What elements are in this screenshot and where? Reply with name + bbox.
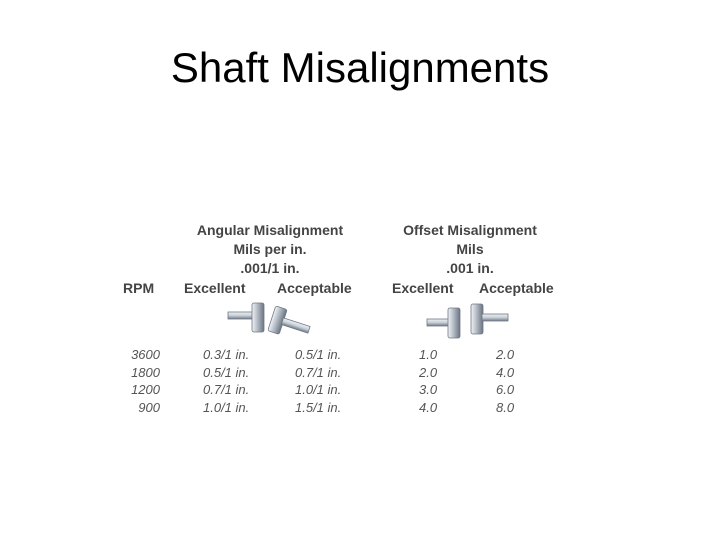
offset-excellent-cell: 4.0 bbox=[419, 400, 438, 415]
offset-excellent-cell: 3.0 bbox=[419, 382, 438, 397]
rpm-cell: 1800 bbox=[131, 365, 160, 380]
offset-excellent-cell: 2.0 bbox=[419, 365, 438, 380]
angular-acceptable-cell: 1.0/1 in. bbox=[295, 382, 342, 397]
rpm-cell: 1200 bbox=[131, 382, 160, 397]
angular-acceptable-cell: 0.5/1 in. bbox=[295, 347, 342, 362]
rpm-cell: 3600 bbox=[131, 347, 160, 362]
angular-misalignment-shaft-icon bbox=[225, 300, 320, 345]
offset-header-unit: Mils bbox=[456, 241, 484, 257]
slide-title: Shaft Misalignments bbox=[170, 44, 550, 91]
angular-excellent-cell: 1.0/1 in. bbox=[203, 400, 250, 415]
angular-acceptable-header: Acceptable bbox=[277, 280, 352, 296]
offset-excellent-cell: 1.0 bbox=[419, 347, 438, 362]
offset-acceptable-cell: 6.0 bbox=[496, 382, 515, 397]
angular-excellent-cell: 0.5/1 in. bbox=[203, 365, 250, 380]
angular-acceptable-cell: 0.7/1 in. bbox=[295, 365, 342, 380]
offset-acceptable-cell: 2.0 bbox=[496, 347, 515, 362]
rpm-cell: 900 bbox=[138, 400, 160, 415]
offset-acceptable-cell: 8.0 bbox=[496, 400, 515, 415]
offset-acceptable-header: Acceptable bbox=[479, 280, 554, 296]
angular-excellent-header: Excellent bbox=[184, 280, 246, 296]
offset-misalignment-shaft-icon bbox=[425, 303, 515, 343]
angular-header-base: .001/1 in. bbox=[240, 260, 300, 276]
offset-header-title: Offset Misalignment bbox=[403, 222, 537, 238]
angular-acceptable-cell: 1.5/1 in. bbox=[295, 400, 342, 415]
offset-header-base: .001 in. bbox=[446, 260, 494, 276]
offset-acceptable-cell: 4.0 bbox=[496, 365, 515, 380]
angular-excellent-cell: 0.7/1 in. bbox=[203, 382, 250, 397]
angular-header-title: Angular Misalignment bbox=[196, 222, 344, 238]
angular-excellent-cell: 0.3/1 in. bbox=[203, 347, 250, 362]
offset-excellent-header: Excellent bbox=[392, 280, 454, 296]
rpm-column-header: RPM bbox=[123, 280, 155, 296]
angular-header-unit: Mils per in. bbox=[233, 241, 307, 257]
